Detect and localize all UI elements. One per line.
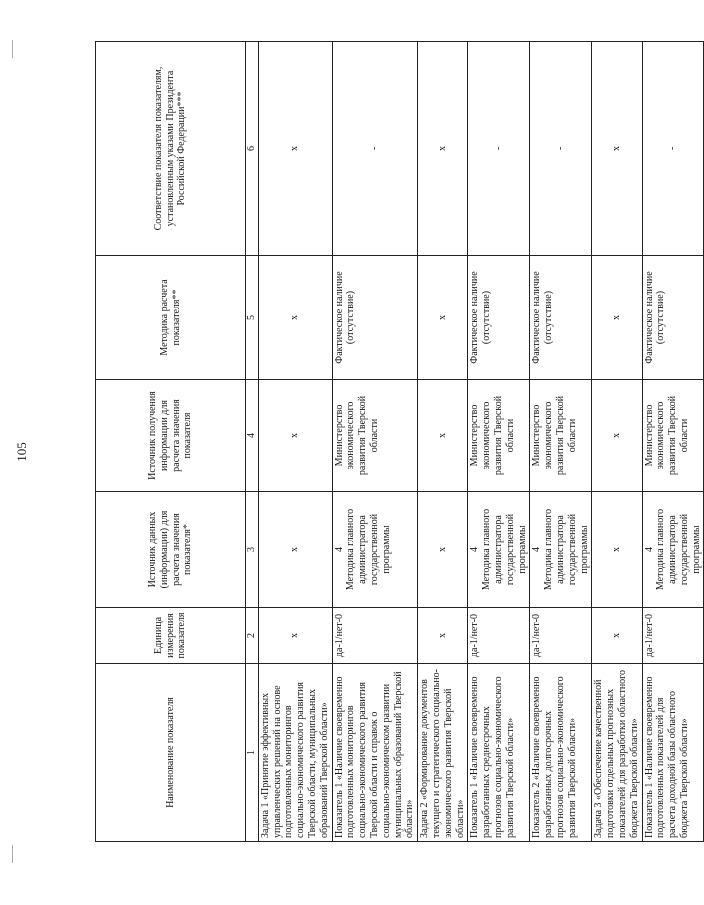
indicator-name-cell: Показатель 1 «Наличие своевременно подготовленных показателей для расчета доходной базы областного бюджета Тверской области» (642, 664, 704, 842)
column-number: 2 (246, 608, 259, 664)
decree-match-cell: - (530, 42, 592, 256)
unit-cell: х (592, 608, 642, 664)
info-origin-cell: х (258, 380, 332, 492)
method-cell: х (592, 256, 642, 380)
header-decree-match: Соответствие показателя показателям, установленным указами Президента Российской Федерации*** (96, 42, 246, 256)
column-number: 6 (246, 42, 259, 256)
data-source-cell: х (418, 492, 468, 608)
column-number: 1 (246, 664, 259, 842)
data-source-cell: х (258, 492, 332, 608)
info-origin-cell: Министерство экономического развития Тверской области (468, 380, 530, 492)
header-data-source: Источник данных (информации) для расчета значения показателя* (96, 492, 246, 608)
indicators-table (95, 41, 704, 842)
header-row (96, 42, 246, 842)
unit-cell: да-1/нет-0 (642, 608, 704, 664)
data-source-cell: 4 Методика главного администратора государственной программы (468, 492, 530, 608)
decree-match-cell: х (418, 42, 468, 256)
unit-cell: да-1/нет-0 (332, 608, 418, 664)
header-unit: Единица измерения показателя (96, 608, 246, 664)
info-origin-cell: Министерство экономического развития Тверской области (642, 380, 704, 492)
info-origin-cell: х (418, 380, 468, 492)
decree-match-cell: - (332, 42, 418, 256)
info-origin-cell: х (592, 380, 642, 492)
decree-match-cell: х (592, 42, 642, 256)
indicator-name-cell: Задача 1 «Принятие эффективных управленческих решений на основе подготовленных мониторингов социально-экономического развития Тверской области, муниципальных образований Тверской области» (258, 664, 332, 842)
decree-match-cell: - (642, 42, 704, 256)
indicator-name-cell: Показатель 1 «Наличие своевременно подготовленных мониторингов социально-экономического развития Тверской области и справок о социально-экономическом развитии муниципальных образований Тверской области» (332, 664, 418, 842)
header-indicator-name: Наименование показателя (96, 664, 246, 842)
column-number: 3 (246, 492, 259, 608)
table-row (418, 42, 468, 842)
data-source-cell: х (592, 492, 642, 608)
margin-mark-top (12, 40, 13, 58)
method-cell: Фактическое наличие (отсутствие) (468, 256, 530, 380)
table-row (642, 42, 704, 842)
info-origin-cell: Министерство экономического развития Тверской области (332, 380, 418, 492)
method-cell: Фактическое наличие (отсутствие) (332, 256, 418, 380)
margin-mark-bottom (12, 845, 13, 863)
page-number: 105 (14, 442, 29, 462)
indicator-name-cell: Задача 2 «Формирование документов текущего и стратегического социально-экономического развития Тверской области» (418, 664, 468, 842)
column-number: 5 (246, 256, 259, 380)
table-row (592, 42, 642, 842)
column-number: 4 (246, 380, 259, 492)
indicator-name-cell: Показатель 2 «Наличие своевременно разработанных долгосрочных прогнозов социально-экономического развития Тверской области» (530, 664, 592, 842)
table-row (468, 42, 530, 842)
table-row (258, 42, 332, 842)
method-cell: Фактическое наличие (отсутствие) (642, 256, 704, 380)
unit-cell: да-1/нет-0 (530, 608, 592, 664)
decree-match-cell: х (258, 42, 332, 256)
decree-match-cell: - (468, 42, 530, 256)
method-cell: х (418, 256, 468, 380)
unit-cell: х (258, 608, 332, 664)
method-cell: Фактическое наличие (отсутствие) (530, 256, 592, 380)
data-source-cell: 4 Методика главного администратора государственной программы (642, 492, 704, 608)
unit-cell: да-1/нет-0 (468, 608, 530, 664)
unit-cell: х (418, 608, 468, 664)
header-info-origin: Источник получения информации для расчета значения показателя (96, 380, 246, 492)
data-source-cell: 4 Методика главного администратора государственной программы (530, 492, 592, 608)
method-cell: х (258, 256, 332, 380)
info-origin-cell: Министерство экономического развития Тверской области (530, 380, 592, 492)
rotated-table-wrapper (95, 42, 702, 842)
header-method: Методика расчета показателя** (96, 256, 246, 380)
column-number-row (246, 42, 259, 842)
indicator-name-cell: Задача 3 «Обеспечение качественной подготовки отдельных прогнозных показателей для разработки областного бюджета Тверской области» (592, 664, 642, 842)
table-row (530, 42, 592, 842)
table-row (332, 42, 418, 842)
indicator-name-cell: Показатель 1 «Наличие своевременно разработанных среднесрочных прогнозов социально-экономического развития Тверской области» (468, 664, 530, 842)
data-source-cell: 4 Методика главного администратора государственной программы (332, 492, 418, 608)
